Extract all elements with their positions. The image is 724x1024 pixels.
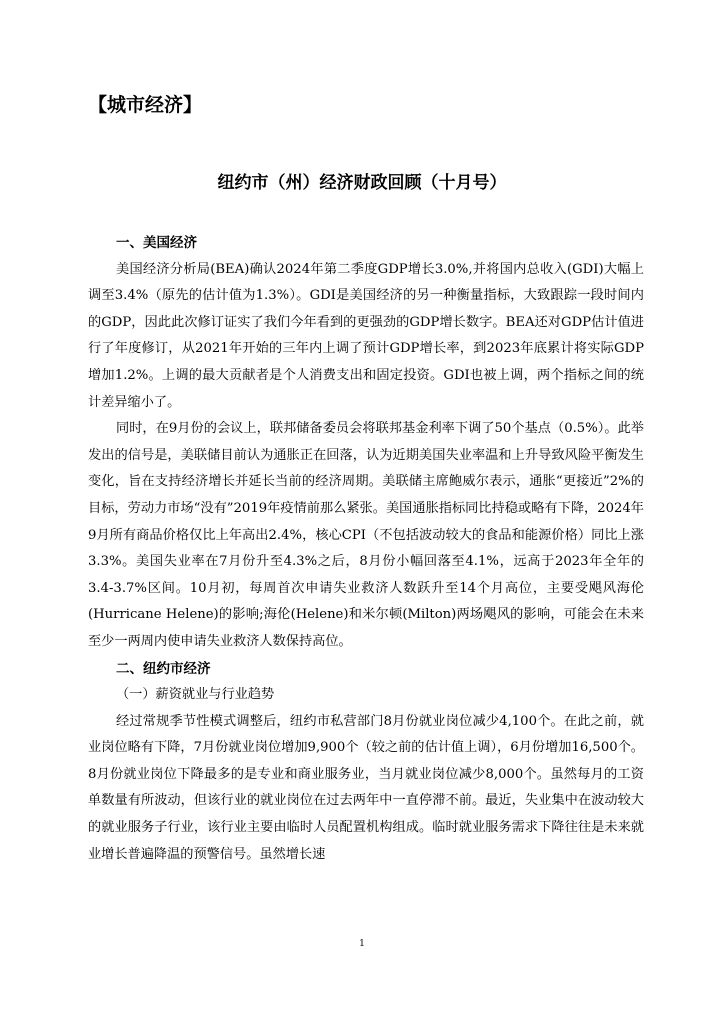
page-number: 1: [359, 939, 365, 949]
subsection-heading-payroll: （一）薪资就业与行业趋势: [116, 687, 275, 703]
paragraph-fed-rates: 同时，在9月份的会议上，联邦储备委员会将联邦基金利率下调了50个基点（0.5%）。此举发出的信号是，美联储目前认为通胀正在回落，认为近期美国失业率温和上升导致风险平衡发生变化，旨在支持经济增长并延长当前的经济周期。美联储主席鲍威尔表示，通胀“更接近”2%的目标，劳动力市场“没有”2019年疫情前那么紧张。美国通胀指标同比持稳或略有下降，2024年9月所有商品价格仅比上年高出2.4%，核心CPI（不包括波动较大的食品和能源价格）同比上涨3.3%。美国失业率在7月份升至4.3%之后，8月份小幅回落至4.1%，远高于2023年全年的3.4-3.7%区间。10月初，每周首次申请失业救济人数跃升至14个月高位，主要受飓风海伦(Hurricane Helene)的影响;海伦(Helene)和米尔顿(Milton)两场飓风的影响，可能会在未来至少一两周内使申请失业救济人数保持高位。: [88, 421, 644, 649]
section-heading-us-economy: 一、美国经济: [116, 235, 197, 251]
paragraph-nyc-jobs: 经过常规季节性模式调整后，纽约市私营部门8月份就业岗位减少4,100个。在此之前，就业岗位略有下降，7月份就业岗位增加9,900个（较之前的估计值上调），6月份增加16,500个。8月份就业岗位下降最多的是专业和商业服务业，当月就业岗位减少8,000个。虽然每月的工资单数量有所波动，但该行业的就业岗位在过去两年中一直停滞不前。最近，失业集中在波动较大的就业服务子行业，该行业主要由临时人员配置机构组成。临时就业服务需求下降往往是未来就业增长普遍降温的预警信号。虽然增长速: [88, 713, 644, 862]
section-tag: 【城市经济】: [88, 94, 203, 116]
paragraph-us-gdp: 美国经济分析局(BEA)确认2024年第二季度GDP增长3.0%,并将国内总收入(GDI)大幅上调至3.4%（原先的估计值为1.3%）。GDI是美国经济的另一种衡量指标，大致跟踪一段时间内的GDP，因此此次修订证实了我们今年看到的更强劲的GDP增长数字。BEA还对GDP估计值进行了年度修订，从2021年开始的三年内上调了预计GDP增长率，到2023年底累计将实际GDP增加1.2%。上调的最大贡献者是个人消费支出和固定投资。GDI也被上调，两个指标之间的统计差异缩小了。: [88, 261, 644, 410]
section-heading-nyc-economy: 二、纽约市经济: [116, 660, 211, 677]
document-title: 纽约市（州）经济财政回顾（十月号）: [217, 173, 507, 193]
document-body: [88, 230, 644, 868]
